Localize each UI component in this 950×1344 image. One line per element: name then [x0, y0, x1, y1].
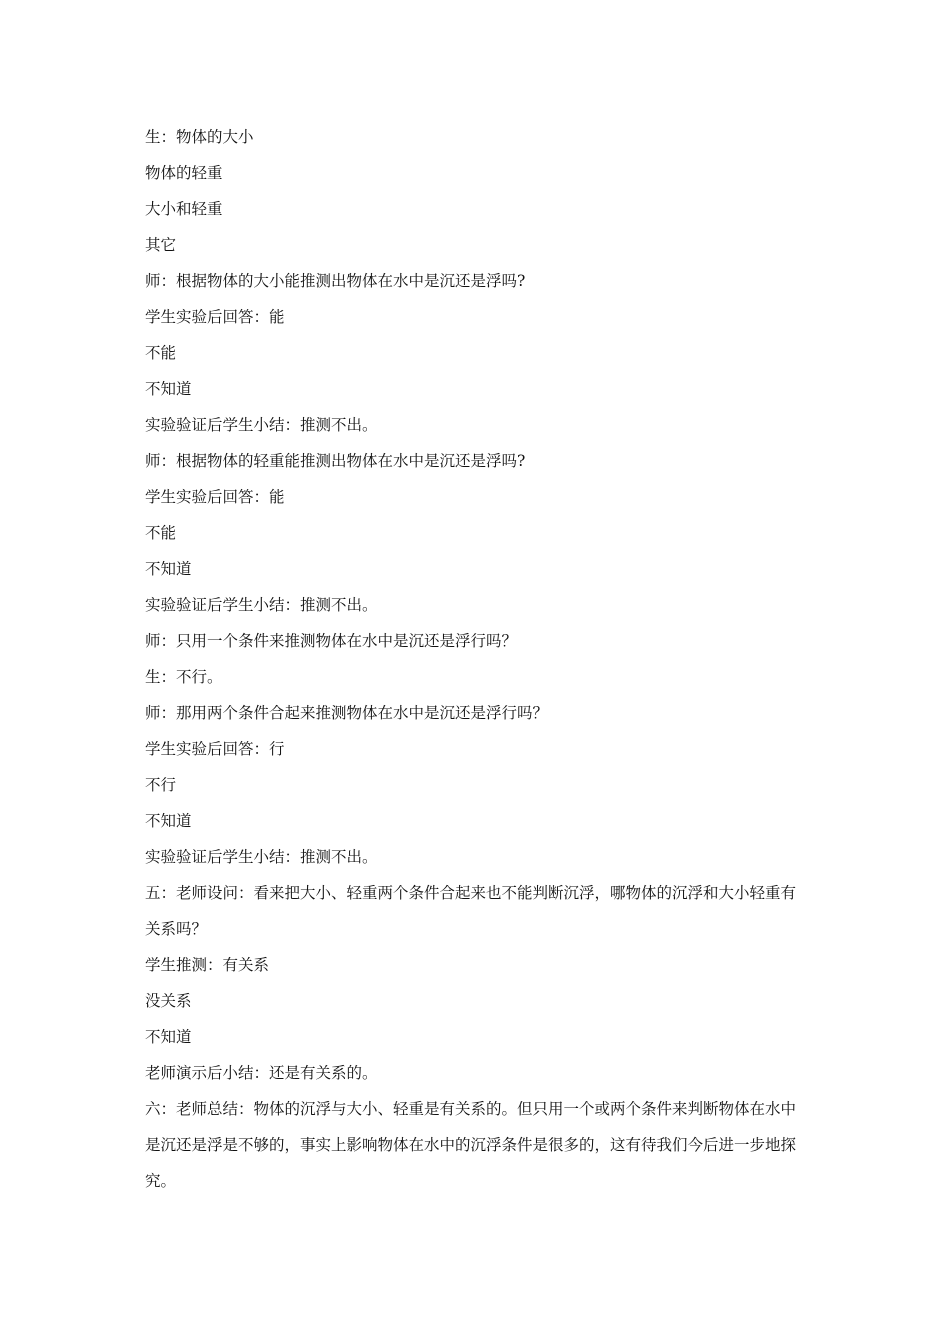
paragraph: 学生推测：有关系: [145, 956, 270, 974]
paragraph: 师：根据物体的大小能推测出物体在水中是沉还是浮吗?: [145, 272, 526, 290]
paragraph: 五：老师设问：看来把大小、轻重两个条件合起来也不能判断沉浮，哪物体的沉浮和大小轻重有关系吗？: [145, 884, 797, 938]
paragraph: 学生实验后回答：能: [145, 308, 285, 326]
document-body: [145, 124, 810, 1204]
paragraph: 其它: [145, 236, 177, 254]
paragraph: 师：那用两个条件合起来推测物体在水中是沉还是浮行吗？: [145, 704, 549, 722]
paragraph: 学生实验后回答：行: [145, 740, 285, 758]
paragraph: 老师演示后小结：还是有关系的。: [145, 1064, 378, 1082]
paragraph: 实验验证后学生小结：推测不出。: [145, 596, 378, 614]
paragraph: 师：根据物体的轻重能推测出物体在水中是沉还是浮吗?: [145, 452, 526, 470]
paragraph: 六：老师总结：物体的沉浮与大小、轻重是有关系的。但只用一个或两个条件来判断物体在水中是沉还是浮是不够的，事实上影响物体在水中的沉浮条件是很多的，这有待我们今后进一步地探究。: [145, 1100, 797, 1190]
paragraph: 不知道: [145, 812, 192, 830]
paragraph: 没关系: [145, 992, 192, 1010]
paragraph: 生：不行。: [145, 668, 223, 686]
paragraph: 学生实验后回答：能: [145, 488, 285, 506]
paragraph: 不知道: [145, 560, 192, 578]
paragraph: 不能: [145, 524, 177, 542]
paragraph: 不能: [145, 344, 177, 362]
paragraph: 生：物体的大小: [145, 128, 254, 146]
paragraph: 不知道: [145, 380, 192, 398]
paragraph: 物体的轻重: [145, 164, 223, 182]
paragraph: 不知道: [145, 1028, 192, 1046]
paragraph: 实验验证后学生小结：推测不出。: [145, 848, 378, 866]
paragraph: 大小和轻重: [145, 200, 223, 218]
paragraph: 实验验证后学生小结：推测不出。: [145, 416, 378, 434]
paragraph: 不行: [145, 776, 177, 794]
paragraph: 师：只用一个条件来推测物体在水中是沉还是浮行吗？: [145, 632, 518, 650]
